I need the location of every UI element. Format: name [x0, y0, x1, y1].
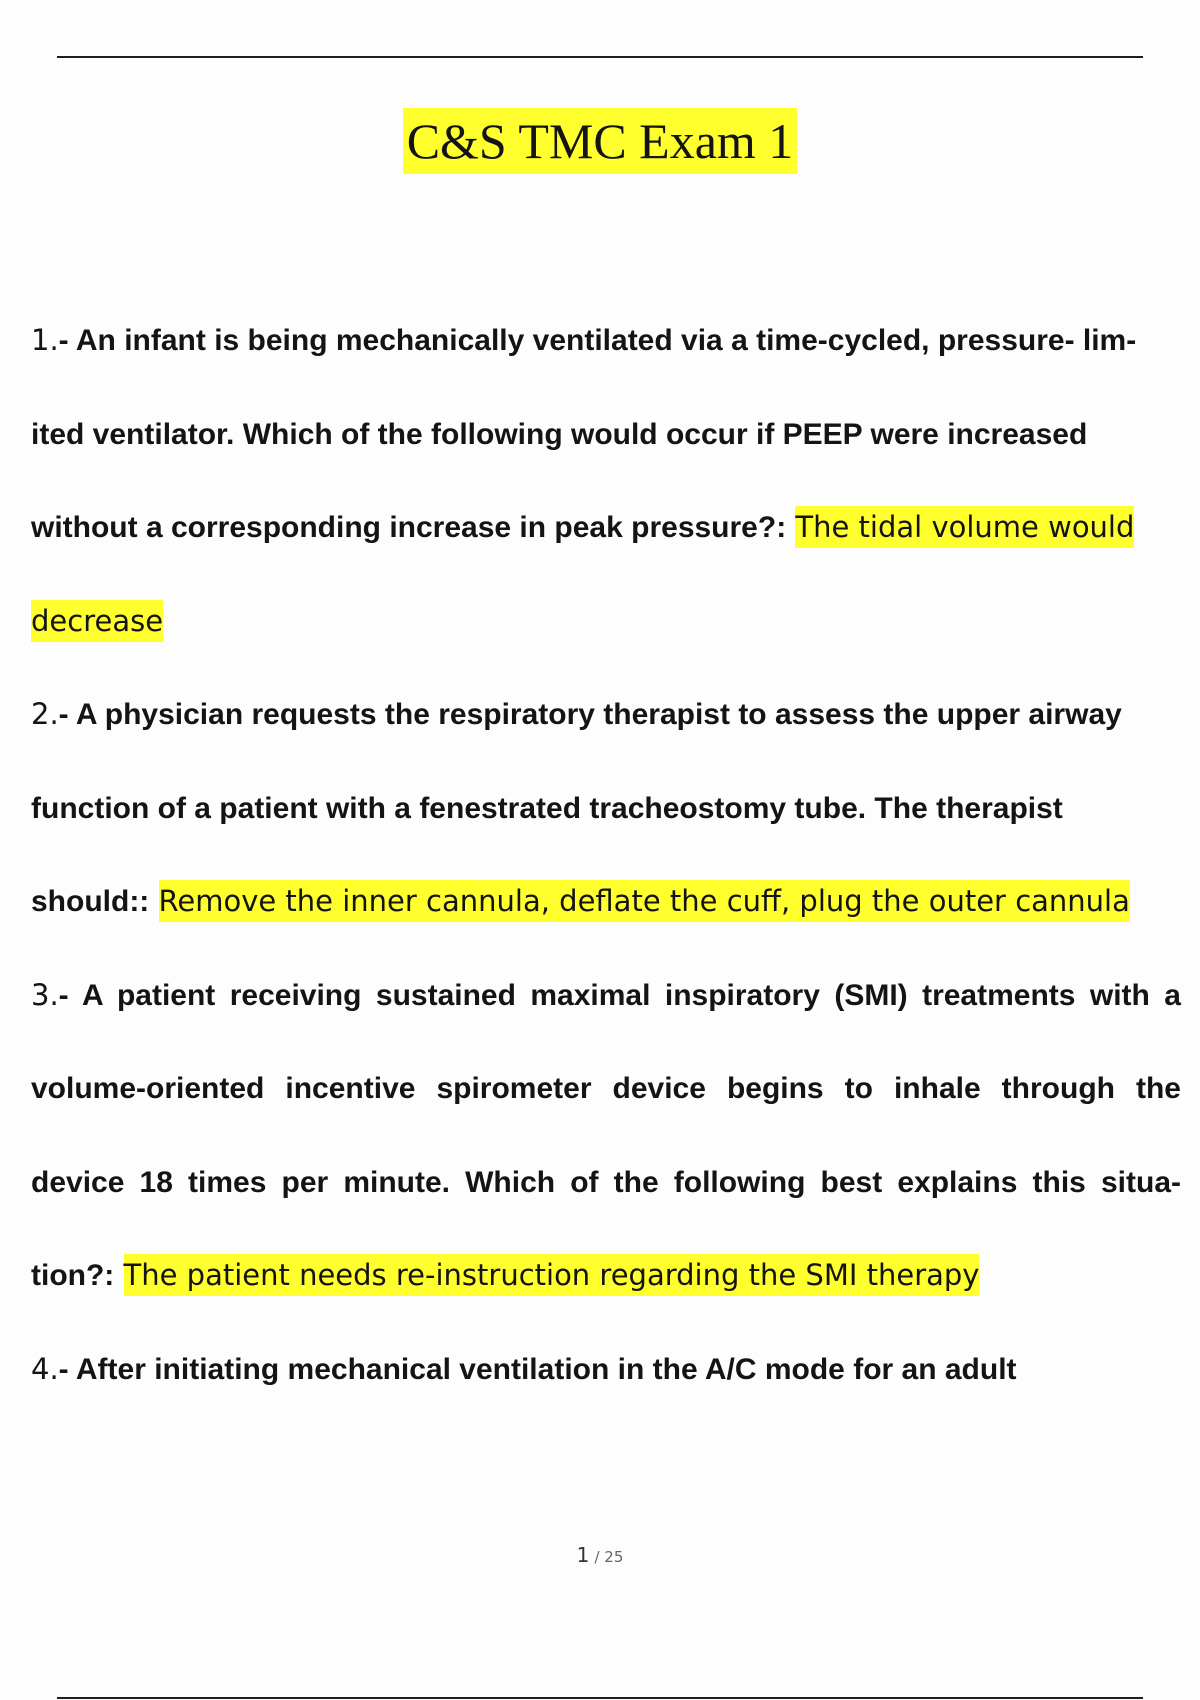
- answer-highlight: The patient needs re-instruction regarding the SMI therapy: [124, 1254, 980, 1296]
- top-rule: [57, 56, 1143, 58]
- question-text: - An infant is being mechanically ventilated via a time-cycled, pressure- lim- ited ventilator. Which of the following would occur if PEEP were increased without a corresponding increase in peak pressure?:: [31, 324, 1137, 544]
- bottom-rule: [57, 1697, 1143, 1699]
- question-text: - A physician requests the respiratory therapist to assess the upper airway function of a patient with a fenestrated tracheostomy tube. The therapist should::: [31, 698, 1122, 918]
- question-list: [31, 294, 1181, 1416]
- question-number: 3.: [31, 977, 59, 1012]
- total-pages: / 25: [594, 1548, 624, 1566]
- question-number: 4.: [31, 1351, 59, 1386]
- page-indicator: [0, 1543, 1200, 1567]
- question-number: 2.: [31, 697, 59, 731]
- answer-highlight: Remove the inner cannula, deflate the cuff, plug the outer cannula: [159, 880, 1130, 922]
- title-container: [0, 108, 1200, 174]
- question-1: [31, 294, 1181, 668]
- question-3: [31, 949, 1181, 1323]
- document-title: C&S TMC Exam 1: [403, 108, 798, 174]
- question-4: [31, 1323, 1181, 1417]
- question-2: [31, 668, 1181, 949]
- answer-highlight: The tidal volume would decrease: [31, 506, 1134, 642]
- question-number: 1.: [31, 323, 59, 357]
- question-text: - A patient receiving sustained maximal inspiratory (SMI) treatments with a volume-oriented incentive spirometer device begins to inhale through the device 18 times per minute. Which of the following best explains this situa- tion?:: [31, 978, 1181, 1292]
- current-page: 1: [576, 1543, 590, 1567]
- question-text: - After initiating mechanical ventilation in the A/C mode for an adult: [58, 1352, 1017, 1386]
